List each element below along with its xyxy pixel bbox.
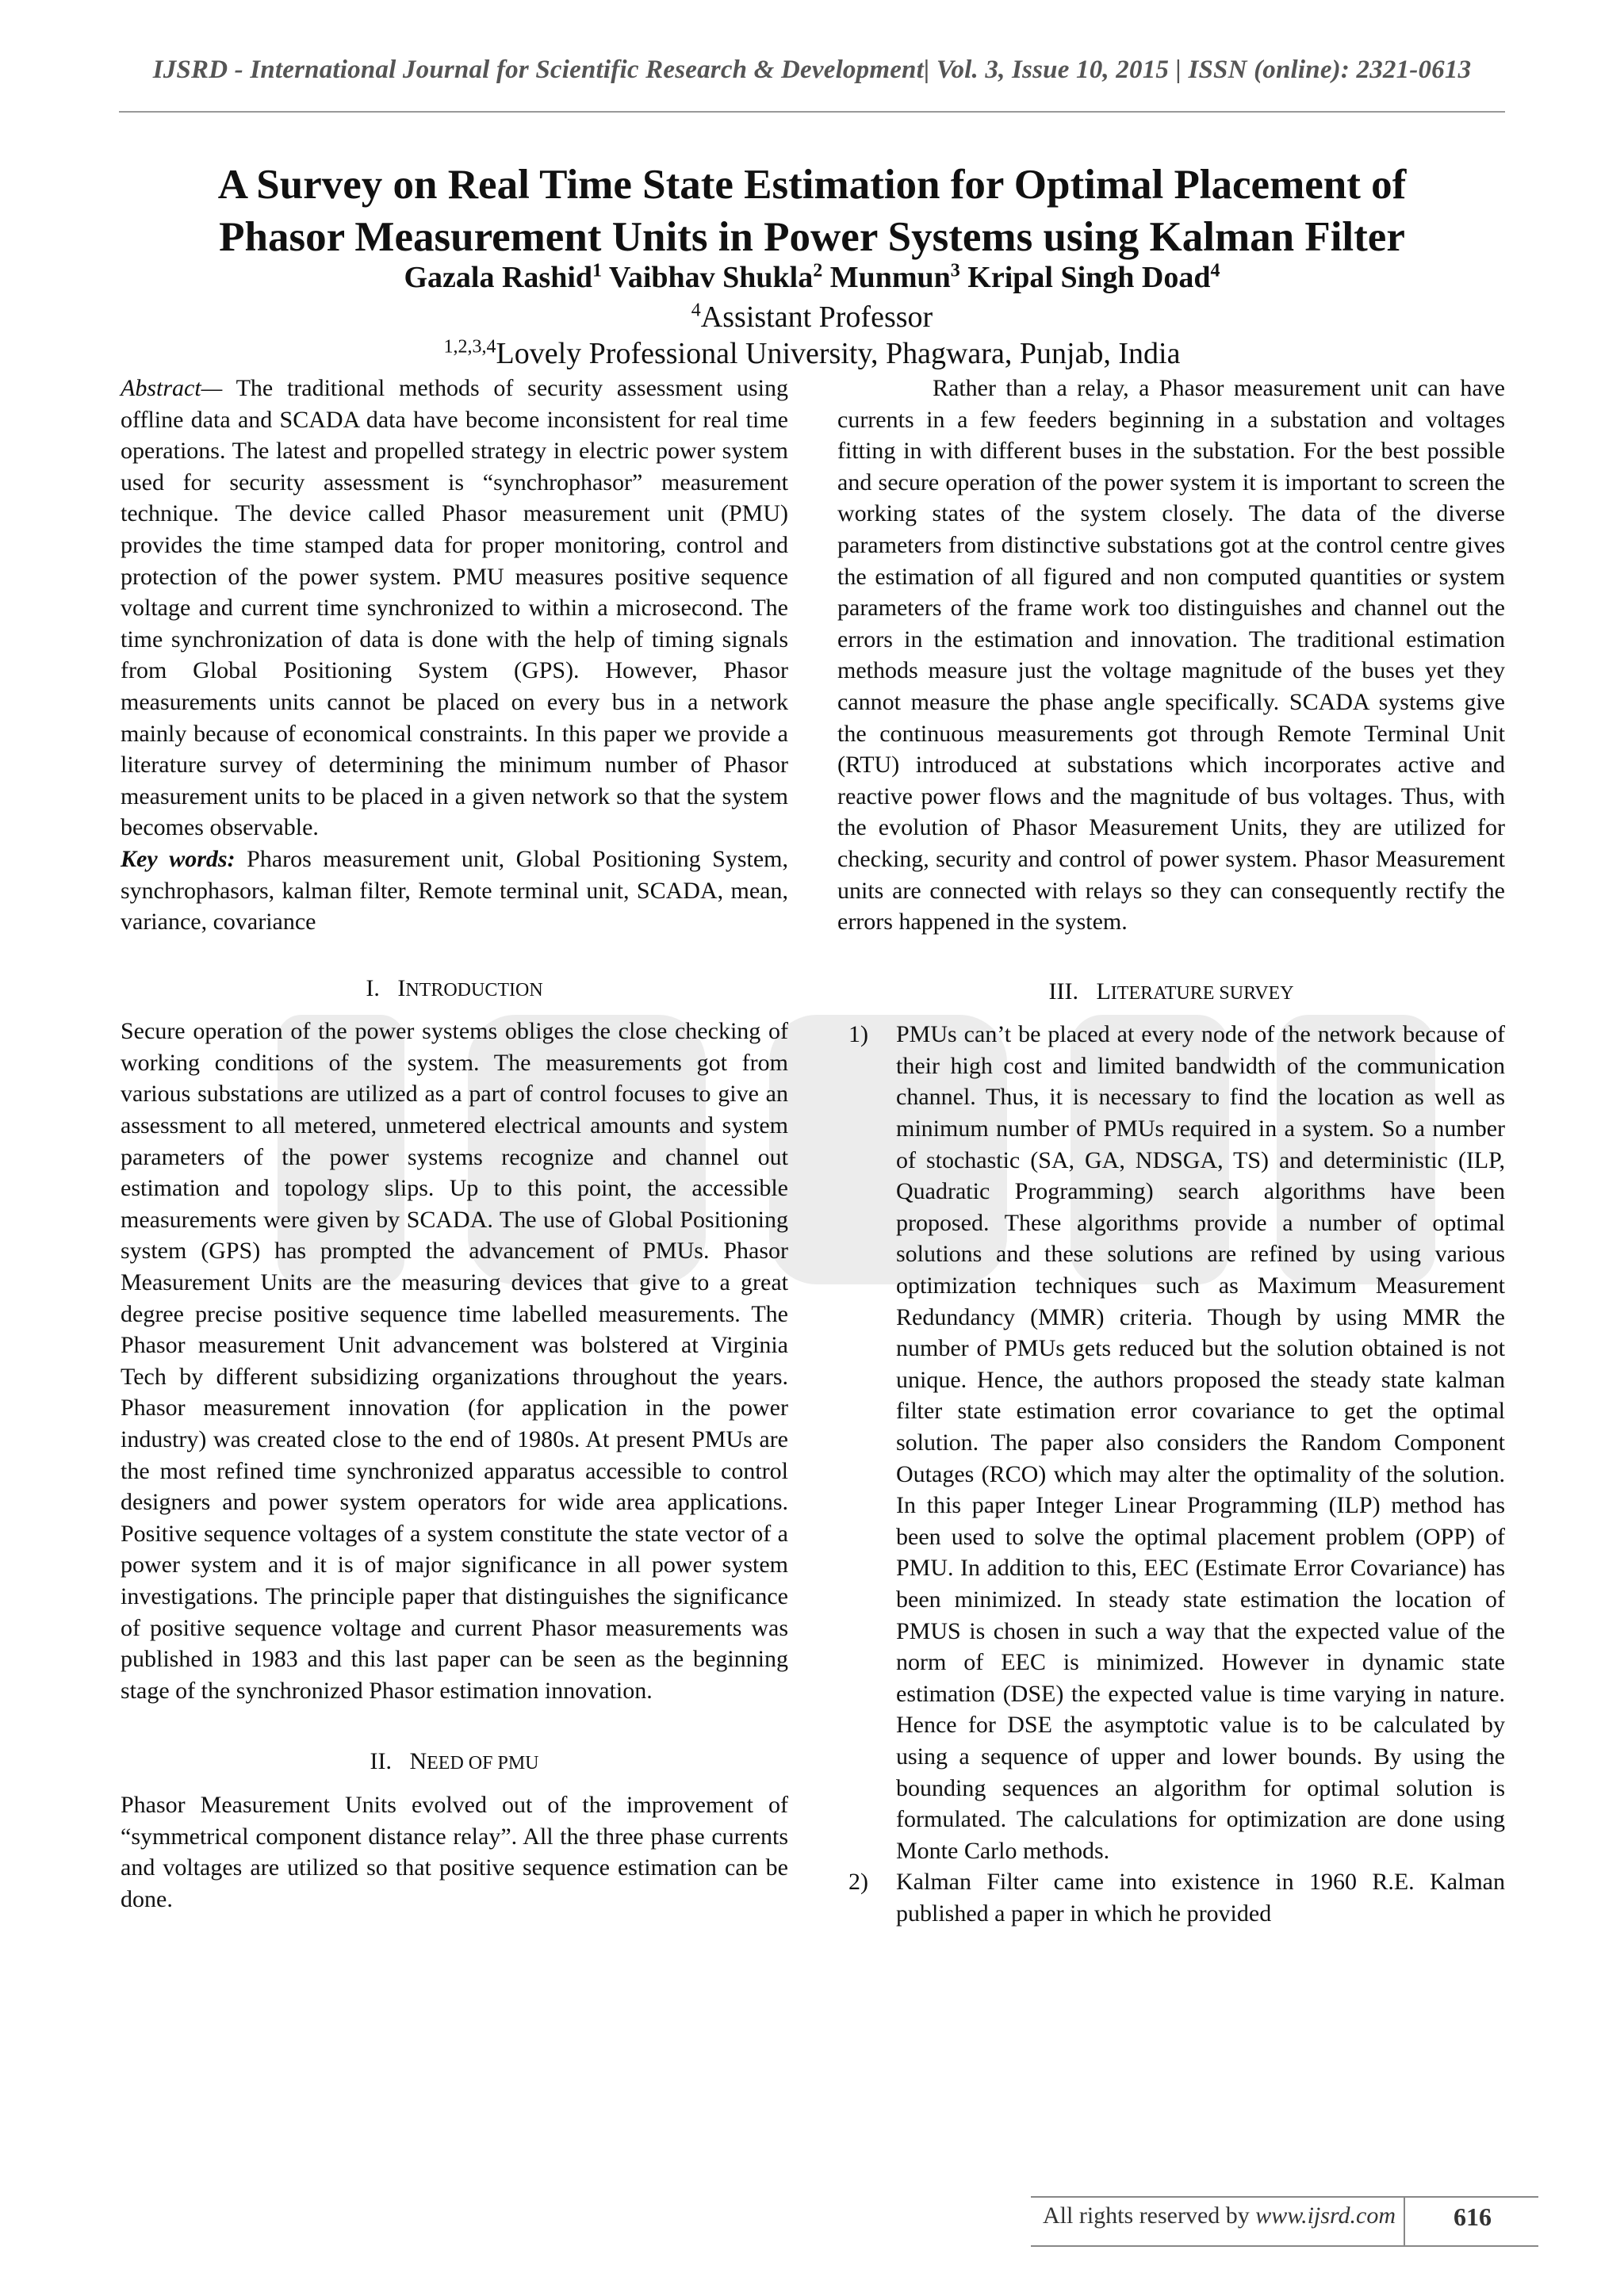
section-initial: N — [409, 1748, 427, 1775]
author-mark: 4 — [1210, 260, 1220, 281]
section-heading-introduction — [121, 973, 788, 1007]
author-name: Vaibhav Shukla — [608, 261, 814, 294]
footer-rule-top — [1031, 2196, 1538, 2198]
page-number: 616 — [1454, 2202, 1492, 2231]
list-item-number: 1) — [848, 1021, 868, 1048]
section-title-rest: ITERATURE SURVEY — [1110, 982, 1294, 1004]
affiliation-mark: 1,2,3,4 — [443, 336, 496, 358]
section-heading-need-of-pmu — [121, 1746, 788, 1780]
section-title-rest: EED OF PMU — [427, 1753, 539, 1774]
affiliation-text: Lovely Professional University, Phagwara, Punjab, India — [496, 337, 1181, 370]
affiliation-institution — [79, 336, 1545, 371]
author-mark: 3 — [950, 260, 960, 281]
keywords-text: Pharos measurement unit, Global Positioning System, synchrophasors, kalman filter, Remote terminal unit, SCADA, mean, variance, covariance — [121, 845, 788, 936]
list-item-number: 2) — [848, 1869, 868, 1896]
list-item-text: PMUs can’t be placed at every node of the network because of their high cost and limited bandwidth of the communication channel. Thus, it is necessary to find the location as well as minimum number of PMUs required in a system. So a number of stochastic (SA, GA, NDSGA, TS) and deterministic (ILP, Quadratic Programming) search algorithms have been proposed. These algorithms provide a number of optimal solutions and these solutions are refined by using various optimization techniques such as Maximum Measurement Redundancy (MMR) criteria. Though by using MMR the number of PMUs gets reduced but the solution obtained is not unique. Hence, the authors proposed the steady state kalman filter state estimation error covariance to get the optimal solution. The paper also considers the Random Component Outages (RCO) which may alter the optimality of the solution. In this paper Integer Linear Programming (ILP) method has been used to solve the optimal placement problem (OPP) of PMU. In addition to this, EEC (Estimate Error Covariance) has been minimized. In steady state estimation the location of PMUS is chosen in such a way that the expected value of the norm of EEC is minimized. However in dynamic state estimation (DSE) the expected value is time varying in nature. Hence for DSE the asymptotic value is to be calculated by using a sequence of upper and lower bounds. By using the bounding sequences an algorithm for optimal solution is formulated. The calculations for optimization are done using Monte Carlo methods. — [896, 1021, 1505, 1864]
section-number: III. — [1048, 978, 1078, 1004]
author-mark: 1 — [592, 260, 603, 281]
affiliation-mark: 4 — [691, 300, 701, 321]
list-item — [837, 1866, 1505, 1929]
keywords-label: Key words: — [121, 845, 236, 872]
author-name: Kripal Singh Doad — [967, 261, 1211, 294]
section-number: I. — [366, 974, 380, 1001]
title-line-2: Phasor Measurement Units in Power Systems using Kalman Filter — [219, 214, 1405, 260]
abstract-paragraph — [121, 373, 788, 844]
section-title-rest: NTRODUCTION — [405, 979, 543, 1001]
footer-site-link[interactable]: www.ijsrd.com — [1255, 2202, 1396, 2229]
section-number: II. — [370, 1748, 392, 1775]
journal-header: IJSRD - International Journal for Scientific Research & Development| Vol. 3, Issue 10, 2015 | ISSN (online): 2321-0613 — [152, 55, 1472, 84]
footer-rule-bottom — [1031, 2245, 1538, 2247]
header-rule — [119, 111, 1505, 113]
paper-title — [79, 159, 1545, 263]
footer-rights — [1031, 2202, 1396, 2229]
right-column — [837, 373, 1505, 1930]
author-name: Gazala Rashid — [404, 261, 593, 294]
author-mark: 2 — [813, 260, 823, 281]
need-of-pmu-paragraph-1: Phasor Measurement Units evolved out of the improvement of “symmetrical component distance relay”. All the three phase currents and voltages are utilized so that positive sequence estimation can be done. — [121, 1791, 788, 1912]
abstract-text: The traditional methods of security assessment using offline data and SCADA data have become inconsistent for real time operations. The latest and propelled strategy in electric power system used for security assessment is “synchrophasor” measurement technique. The device called Phasor measurement unit (PMU) provides the time stamped data for proper monitoring, control and protection of the power system. PMU measures positive sequence voltage and current time synchronized to within a microsecond. The time synchronization of data is done with the help of timing signals from Global Positioning System (GPS). However, Phasor measurements units cannot be placed on every bus in a network mainly because of economical constraints. In this paper we provide a literature survey of determining the minimum number of Phasor measurement units to be placed in a given network so that the system becomes observable. — [121, 375, 788, 841]
section-initial: L — [1096, 978, 1111, 1004]
literature-list — [837, 1019, 1505, 1929]
list-item-text: Kalman Filter came into existence in 1960 R.E. Kalman published a paper in which he provided — [896, 1869, 1505, 1927]
affiliation-text: Assistant Professor — [700, 300, 933, 334]
left-column — [121, 373, 788, 1915]
affiliation-role — [79, 300, 1545, 335]
author-list — [79, 260, 1545, 295]
introduction-paragraph: Secure operation of the power systems obliges the close checking of working conditions of the system. The measurements got from various substations are utilized as a part of control focuses to give an assessment to all metered, unmetered electrical amounts and system parameters of the power systems recognize and channel out estimation and topology slips. Up to this point, the accessible measurements were given by SCADA. The use of Global Positioning system (GPS) has prompted the advancement of PMUs. Phasor Measurement Units are the measuring devices that give to a great degree precise positive sequence time labelled measurements. The Phasor measurement Unit advancement was bolstered at Virginia Tech by different subsidizing organizations throughout the years. Phasor measurement innovation (for application in the power industry) was created close to the end of 1980s. At present PMUs are the most refined time synchronized apparatus accessible to control designers and power system operators for wide area applications. Positive sequence voltages of a system constitute the state vector of a power system and it is of major significance in all power system investigations. The principle paper that distinguishes the significance of positive sequence voltage and current Phasor measurements was published in 1983 and this last paper can be seen as the beginning stage of the synchronized Phasor estimation innovation. — [121, 1018, 788, 1704]
section-initial: I — [397, 974, 406, 1001]
title-line-1: A Survey on Real Time State Estimation for Optimal Placement of — [217, 162, 1407, 208]
need-of-pmu-paragraph-2: Rather than a relay, a Phasor measurement unit can have currents in a few feeders beginning in a substation and voltages fitting in with different buses in the substation. For the best possible and secure operation of the power system it is important to screen the working states of the system closely. The data of the diverse parameters from distinctive substations got at the control centre gives the estimation of all figured and non computed quantities or system parameters of the frame work too distinguishes and channel out the errors in the estimation and innovation. The traditional estimation methods measure just the voltage magnitude of the buses yet they cannot measure the phase angle specifically. SCADA systems give the continuous measurements got through Remote Terminal Unit (RTU) introduced at substations which incorporates active and reactive power flows and the magnitude of bus voltages. Thus, with the evolution of Phasor Measurement Units, they are utilized for checking, security and control of power system. Phasor Measurement units are connected with relays so they can consequently rectify the errors happened in the system. — [837, 375, 1505, 936]
footer-rights-text: All rights reserved by — [1043, 2202, 1256, 2229]
keywords-paragraph — [121, 844, 788, 938]
section-heading-literature-survey — [837, 976, 1505, 1010]
abstract-label: Abstract— — [121, 375, 223, 401]
footer-divider — [1404, 2196, 1405, 2247]
list-item — [837, 1019, 1505, 1866]
author-name: Munmun — [829, 261, 951, 294]
